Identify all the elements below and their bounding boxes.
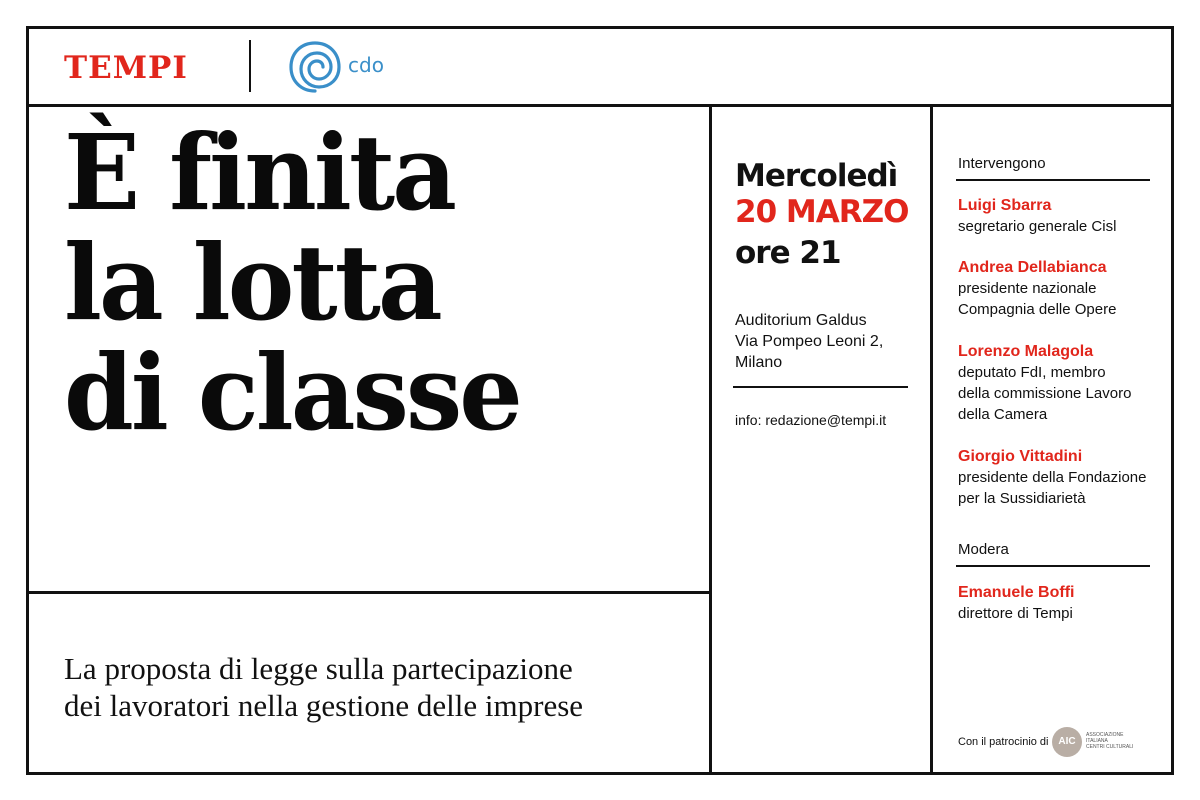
speaker-role-line: Compagnia delle Opere bbox=[958, 301, 1117, 318]
speaker-entry bbox=[958, 195, 1158, 237]
headline-line: di classe bbox=[64, 331, 520, 454]
header-divider bbox=[26, 104, 1174, 107]
moderator-entry bbox=[958, 582, 1158, 624]
venue-rule bbox=[733, 386, 908, 388]
contact-info: info: redazione@tempi.it bbox=[735, 412, 887, 428]
aic-logo-text bbox=[1086, 732, 1133, 750]
speaker-role-line: presidente della Fondazione bbox=[958, 469, 1147, 486]
aic-logo-text-line: CENTRI CULTURALI bbox=[1086, 744, 1134, 750]
speaker-name: Giorgio Vittadini bbox=[958, 448, 1083, 465]
headline-line: È finita bbox=[64, 111, 455, 234]
speaker-role-line: per la Sussidiarietà bbox=[958, 490, 1086, 507]
speaker-name: Lorenzo Malagola bbox=[958, 343, 1094, 360]
speaker-role-line: deputato FdI, membro bbox=[958, 364, 1106, 381]
cdo-logo-text: cdo bbox=[348, 53, 384, 77]
speaker-role-line: della Camera bbox=[958, 406, 1048, 423]
column-divider-2 bbox=[930, 104, 933, 775]
speaker-role-line: segretario generale Cisl bbox=[958, 218, 1117, 235]
tempi-logo: TEMPI bbox=[64, 50, 188, 86]
column-divider-1 bbox=[709, 104, 712, 775]
subtitle-line: La proposta di legge sulla partecipazione bbox=[64, 651, 573, 686]
speaker-role-line: presidente nazionale bbox=[958, 280, 1097, 297]
speaker-entry bbox=[958, 257, 1158, 320]
speaker-role-line: della commissione Lavoro bbox=[958, 385, 1132, 402]
event-date: 20 MARZO bbox=[735, 194, 909, 230]
speakers-rule bbox=[956, 179, 1150, 181]
headline bbox=[64, 111, 539, 454]
logo-separator bbox=[249, 40, 251, 92]
aic-logo-mark: AIC bbox=[1052, 727, 1082, 757]
venue-line: Auditorium Galdus bbox=[735, 312, 867, 329]
moderator-name: Emanuele Boffi bbox=[958, 584, 1075, 601]
event-time: ore 21 bbox=[735, 235, 841, 271]
venue-line: Milano bbox=[735, 354, 783, 371]
subtitle bbox=[64, 650, 583, 724]
subtitle-line: dei lavoratori nella gestione delle imprese bbox=[64, 688, 584, 723]
moderator-label: Modera bbox=[958, 541, 1009, 558]
venue-address bbox=[735, 310, 883, 373]
speaker-entry bbox=[958, 446, 1158, 509]
speaker-entry bbox=[958, 341, 1158, 425]
event-day: Mercoledì bbox=[735, 158, 898, 194]
speakers-label: Intervengono bbox=[958, 155, 1046, 172]
aic-logo-text-line: ITALIANA bbox=[1086, 738, 1108, 744]
moderator-role: direttore di Tempi bbox=[958, 605, 1073, 622]
venue-line: Via Pompeo Leoni 2, bbox=[735, 333, 884, 350]
aic-logo-text-line: ASSOCIAZIONE bbox=[1086, 732, 1124, 738]
patronage-text: Con il patrocinio di bbox=[958, 736, 1049, 748]
speaker-name: Luigi Sbarra bbox=[958, 197, 1052, 214]
headline-line: la lotta bbox=[64, 221, 440, 344]
headline-divider bbox=[26, 591, 711, 594]
moderator-rule bbox=[956, 565, 1150, 567]
speaker-name: Andrea Dellabianca bbox=[958, 259, 1107, 276]
cdo-spiral-icon bbox=[287, 39, 343, 95]
